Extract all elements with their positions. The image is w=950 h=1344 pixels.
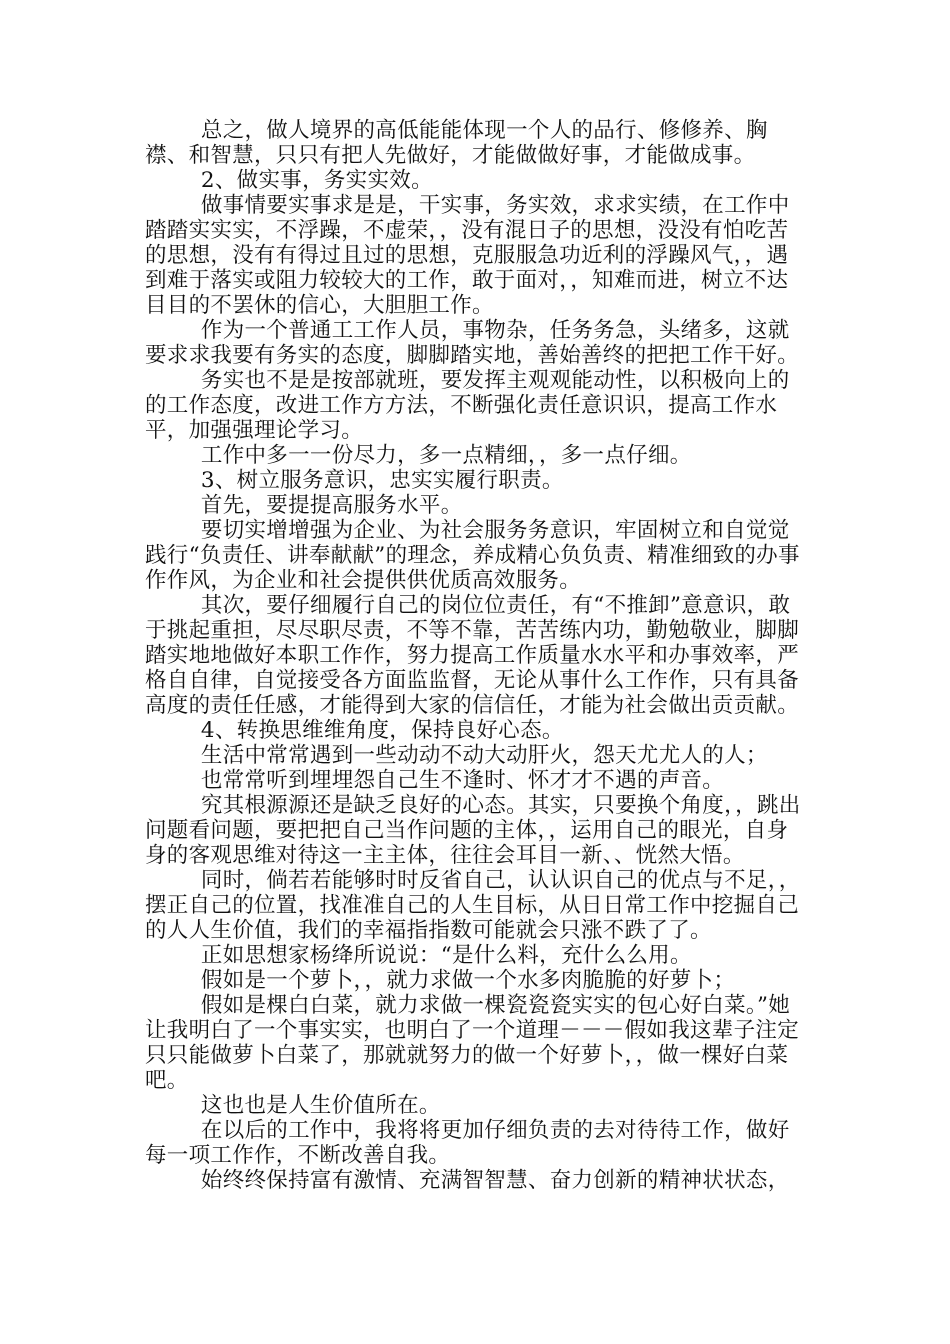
paragraph: 这也也是人生价值所在。 — [200, 1093, 441, 1118]
paragraph: 究其根源源还是缺乏良好的心态。其实，只要换个角度，，跳出问题看问题，要把把自己当作问题的主体，，运用自己的眼光，自身身的客观思维对待这一主主体，往往会耳目一新、、恍然大悟。 — [145, 793, 801, 868]
paragraph: 务实也不是是按部就班，要发挥主观观能动性，以积极向上的的工作态度，改进工作方方法，不断强化责任意识识，提高工作水平，加强强理论学习。 — [145, 368, 790, 443]
paragraph: 其次，要仔细履行自己的岗位位责任，有“不推卸”意意识，敢于挑起重担，尽尽职尽责，不等不靠，苦苦练内功，勤勉敬业，脚脚踏实地地做好本职工作作，努力提高工作质量水水平和办事效率，严格自自律，自觉接受各方面监监督，无论从事什么工作作，只有具备高度的责任任感，才能得到大家的信信任，才能为社会做出贡贡献。 — [145, 593, 800, 718]
paragraph: 首先，要提提高服务水平。 — [200, 493, 463, 518]
paragraph: 生活中常常遇到一些动动不动大动肝火，怨天尤尤人的人； — [200, 743, 768, 768]
paragraph: 正如思想家杨绛所说说：“是什么料，充什么么用。 — [200, 943, 692, 968]
paragraph: 在以后的工作中，我将将更加仔细负责的去对待待工作，做好每一项工作作，不断改善自我。 — [145, 1118, 790, 1168]
paragraph: 总之，做人境界的高低能能体现一个人的品行、修修养、胸襟、和智慧，只只有把人先做好，才能做做好事，才能做成事。 — [145, 118, 768, 168]
paragraph: 也常常听到埋埋怨自己生不逢时、怀才才不遇的声音。 — [200, 768, 725, 793]
paragraph: 假如是棵白白菜，就力求做一棵瓷瓷瓷实实的包心好白菜。”她让我明白了一个事实实，也明白了一个道理－－－假如我这辈子注定只只能做萝卜白菜了，那就就努力的做一个好萝卜，，做一棵好白菜吧。 — [145, 993, 800, 1093]
paragraph: 作为一个普通工工作人员，事物杂，任务务急，头绪多，这就要求求我要有务实的态度，脚脚踏实地，善始善终的把把工作干好。 — [145, 318, 800, 368]
paragraph: 工作中多一一份尽力，多一点精细，，多一点仔细。 — [200, 443, 692, 468]
section-heading: 2、做实事，务实实效。 — [200, 168, 433, 193]
paragraph: 假如是一个萝卜，，就力求做一个水多肉脆脆的好萝卜； — [200, 968, 736, 993]
paragraph: 同时，倘若若能够时时反省自己，认认识自己的优点与不足，，摆正自己的位置，找准准自己的人生目标，从日日常工作中挖掘自己的人人生价值，我们的幸福指指数可能就会只涨不跌了了。 — [145, 868, 801, 943]
paragraph: 要切实增增强为企业、为社会服务务意识，牢固树立和自觉觉践行“负责任、讲奉献献”的理念，养成精心负负责、精准细致的办事作作风，为企业和社会提供供优质高效服务。 — [145, 518, 800, 593]
document-body — [145, 118, 810, 1193]
section-heading: 3、树立服务意识，忠实实履行职责。 — [200, 468, 564, 493]
section-heading: 4、转换思维维角度，保持良好心态。 — [200, 718, 564, 743]
paragraph: 做事情要实事求是是，干实事，务实效，求求实绩，在工作中踏踏实实实，不浮躁，不虚荣，，没有混日子的思想，没没有怕吃苦的思想，没有有得过且过的思想，克服服急功近利的浮躁风气，，遇到难于落实或阻力较较大的工作，敢于面对，，知难而进，树立不达目目的不罢休的信心，大胆胆工作。 — [145, 193, 790, 318]
paragraph: 始终终保持富有激情、充满智智慧、奋力创新的精神状状态， — [200, 1168, 790, 1193]
